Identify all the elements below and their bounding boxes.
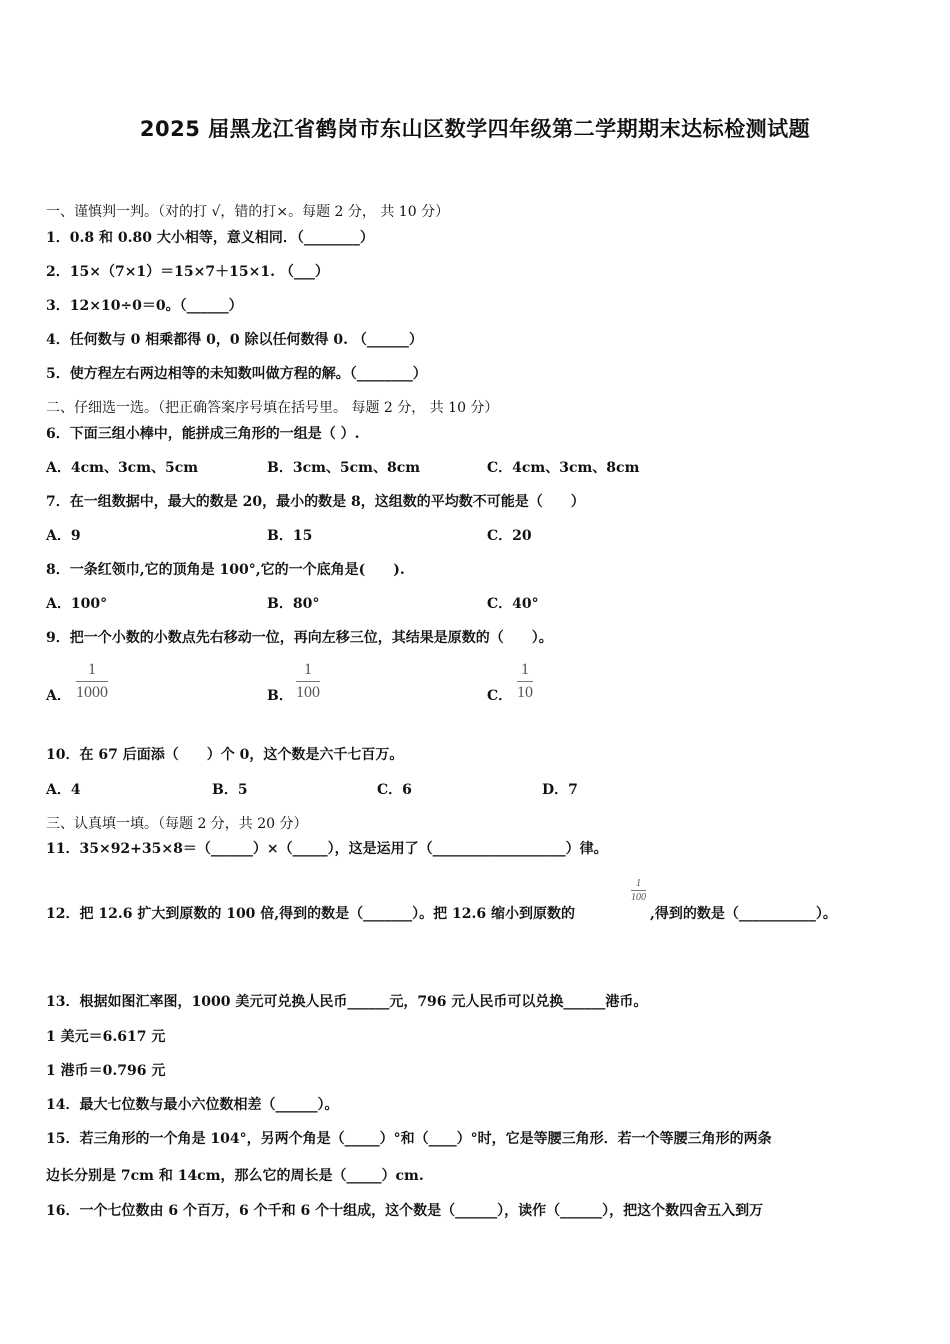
fraction-bar <box>76 681 108 682</box>
question-15-line-1: 15．若三角形的一个角是 104°，另两个角是（_____）°和（____）°时，它是等腰三角形．若一个等腰三角形的两条 <box>46 1131 772 1147</box>
question-3: 3．12×10÷0＝0。（______） <box>46 298 243 314</box>
question-6: 6．下面三组小棒中，能拼成三角形的一组是（ ）. <box>46 426 360 442</box>
question-2: 2．15×（7×1）＝15×7＋15×1. （___） <box>46 264 329 280</box>
q8-option-b: B．80° <box>267 596 320 612</box>
q10-option-a: A．4 <box>46 782 81 798</box>
q7-option-b: B．15 <box>267 528 313 544</box>
q10-option-c: C．6 <box>377 782 412 798</box>
fraction-numerator: 1 <box>88 661 96 678</box>
q9-option-a-fraction <box>76 661 108 702</box>
section-heading-2: 二、仔细选一选。（把正确答案序号填在括号里。 每题 2 分， 共 10 分） <box>46 400 499 416</box>
fraction-denominator: 100 <box>631 892 646 903</box>
q8-option-a: A．100° <box>46 596 108 612</box>
section-heading-1: 一、谨慎判一判。（对的打 √，错的打×。每题 2 分， 共 10 分） <box>46 204 450 220</box>
q9-option-b-fraction <box>296 661 320 702</box>
fraction-numerator: 1 <box>521 661 529 678</box>
q6-option-a: A．4cm、3cm、5cm <box>46 460 199 476</box>
page-title: 2025 届黑龙江省鹤岗市东山区数学四年级第二学期期末达标检测试题 <box>139 117 811 141</box>
q10-option-b: B．5 <box>212 782 248 798</box>
question-5: 5．使方程左右两边相等的未知数叫做方程的解。（________） <box>46 366 427 382</box>
question-16: 16．一个七位数由 6 个百万，6 个千和 6 个十组成，这个数是（______），读作（______），把这个数四舍五入到万 <box>46 1203 764 1219</box>
q13-rate-hkd: 1 港币＝0.796 元 <box>46 1063 166 1079</box>
fraction-bar <box>631 890 646 891</box>
question-1: 1．0.8 和 0.80 大小相等，意义相同．（________） <box>46 230 374 246</box>
section-heading-3: 三、认真填一填。（每题 2 分，共 20 分） <box>46 816 308 832</box>
question-9: 9．把一个小数的小数点先右移动一位，再向左移三位，其结果是原数的（ ）。 <box>46 630 553 646</box>
q7-option-a: A．9 <box>46 528 81 544</box>
fraction-denominator: 100 <box>296 684 320 701</box>
question-12-part-1: 12．把 12.6 扩大到原数的 100 倍,得到的数是（_______）。把 12.6 缩小到原数的 <box>46 906 576 922</box>
question-14: 14．最大七位数与最小六位数相差（______）。 <box>46 1097 339 1113</box>
q12-fraction <box>631 878 646 903</box>
q7-option-c: C．20 <box>487 528 532 544</box>
fraction-denominator: 10 <box>517 684 533 701</box>
q9-option-b-label: B． <box>267 688 293 704</box>
fraction-bar <box>296 681 320 682</box>
q6-option-c: C．4cm、3cm、8cm <box>487 460 640 476</box>
q9-option-c-fraction <box>517 661 533 702</box>
q6-option-b: B．3cm、5cm、8cm <box>267 460 421 476</box>
question-7: 7．在一组数据中，最大的数是 20，最小的数是 8，这组数的平均数不可能是（ ） <box>46 494 585 510</box>
fraction-bar <box>517 681 533 682</box>
question-11: 11．35×92+35×8＝（______）×（_____），这是运用了（___________________）律。 <box>46 841 608 857</box>
q10-option-d: D．7 <box>542 782 578 798</box>
q9-option-c-label: C． <box>487 688 513 704</box>
question-12-part-2: ,得到的数是（___________）。 <box>650 906 837 922</box>
q13-rate-usd: 1 美元＝6.617 元 <box>46 1029 166 1045</box>
question-13: 13．根据如图汇率图，1000 美元可兑换人民币______元，796 元人民币可以兑换______港币。 <box>46 994 648 1010</box>
question-4: 4．任何数与 0 相乘都得 0，0 除以任何数得 0. （______） <box>46 332 423 348</box>
question-8: 8．一条红领巾,它的顶角是 100°,它的一个底角是( ). <box>46 562 405 578</box>
question-10: 10．在 67 后面添（ ）个 0，这个数是六千七百万。 <box>46 747 404 763</box>
question-15-line-2: 边长分别是 7cm 和 14cm，那么它的周长是（_____）cm. <box>46 1168 424 1184</box>
q9-option-a-label: A． <box>46 688 71 704</box>
fraction-numerator: 1 <box>636 878 641 889</box>
fraction-numerator: 1 <box>304 661 312 678</box>
fraction-denominator: 1000 <box>76 684 108 701</box>
q8-option-c: C．40° <box>487 596 539 612</box>
